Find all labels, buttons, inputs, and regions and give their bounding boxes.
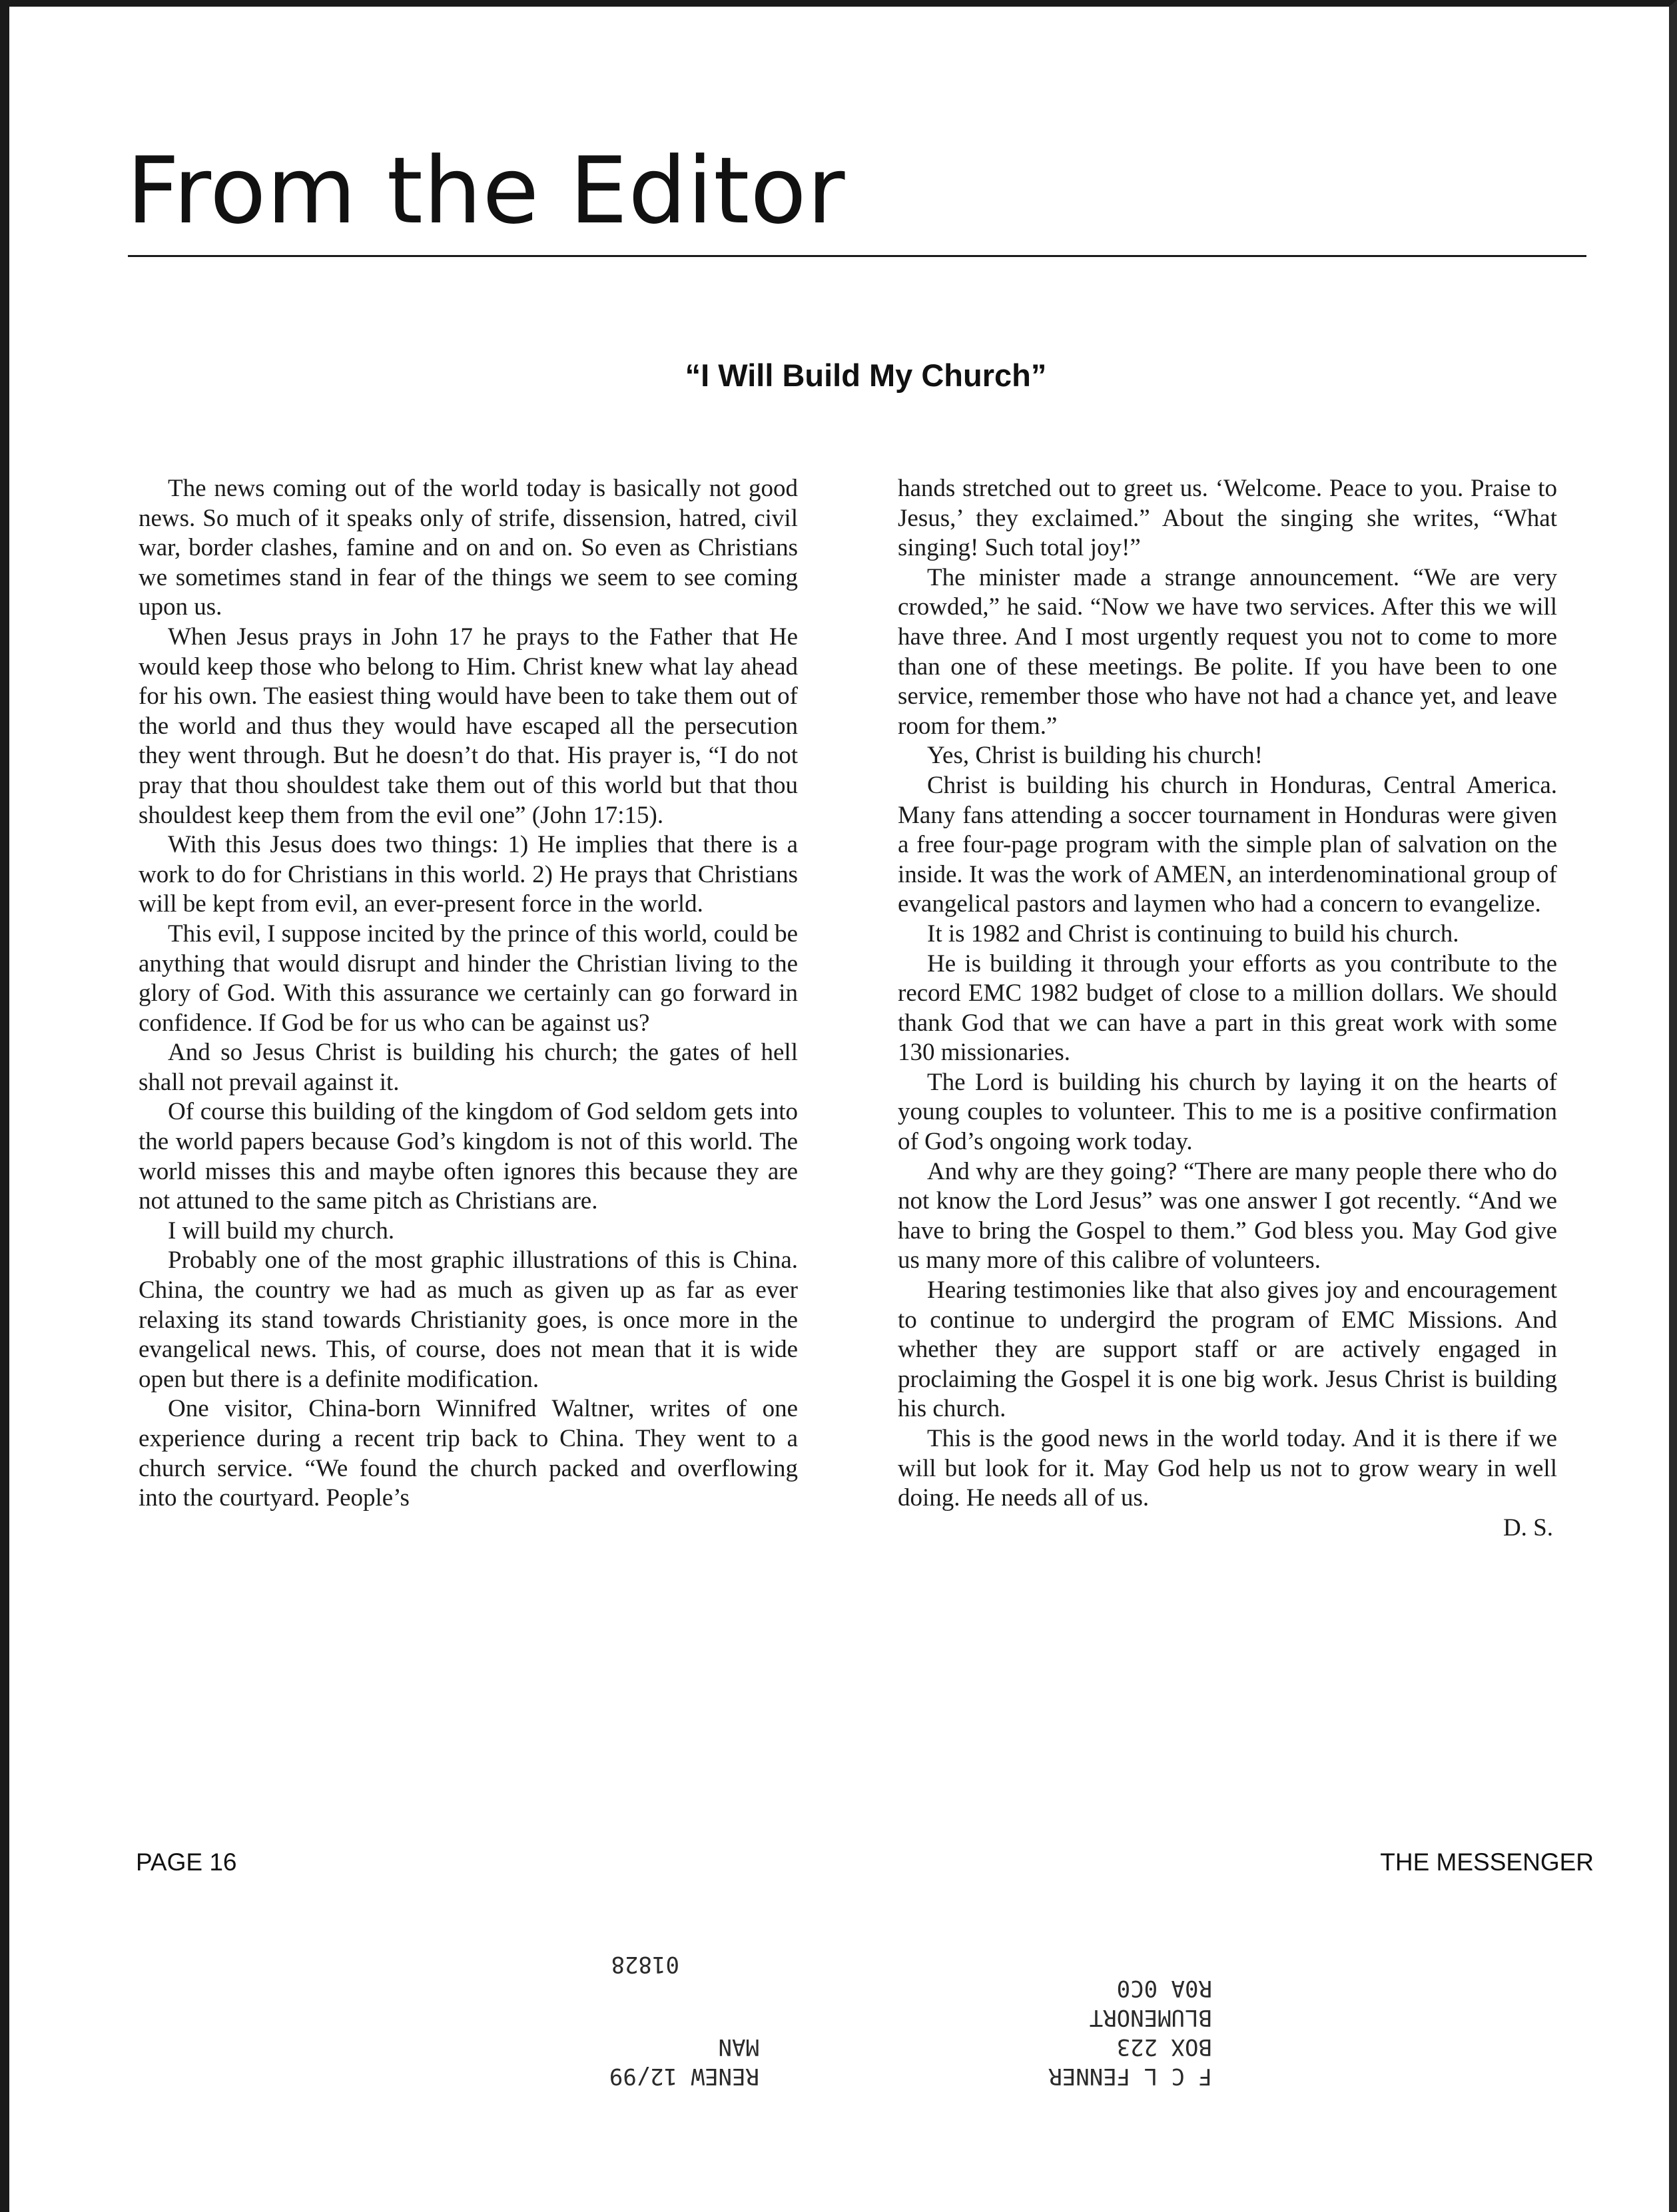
subscriber-box: BOX 223: [1116, 2034, 1212, 2060]
subscriber-code: 01828: [611, 1951, 679, 1978]
paragraph: He is building it through your efforts as you contribute to the record EMC 1982 budget of close to a million dollars. We should thank God that we can have a part in this great work with some 130 missionaries.: [898, 950, 1557, 1067]
paragraph: The minister made a strange announcement. “We are very crowded,” he said. “Now we have two services. After this we will have three. And I most urgently request you not to come to more than one of these meetings. Be polite. If you have been to one service, remember those who have not had a chance yet, and leave room for them.”: [898, 563, 1557, 740]
paragraph: This is the good news in the world today. And it is there if we will but look for it. May God help us not to grow weary in well doing. He needs all of us.: [898, 1425, 1557, 1512]
page-number: PAGE 16: [136, 1848, 237, 1876]
paragraph: hands stretched out to greet us. ‘Welcome. Peace to you. Praise to Jesus,’ they exclaimed.” About the singing she writes, “What singing! Such total joy!”: [898, 475, 1557, 562]
paragraph: The Lord is building his church by laying it on the hearts of young couples to volunteer. This to me is a positive confirmation of God’s ongoing work today.: [898, 1068, 1557, 1156]
publication-name: THE MESSENGER: [1380, 1848, 1594, 1876]
right-column: [898, 474, 1557, 1543]
paragraph: Christ is building his church in Honduras, Central America. Many fans attending a soccer tournament in Honduras were given a free four-page program with the simple plan of salvation on the inside. It was the work of AMEN, an interdenominational group of evangelical pastors and laymen who had a concern to evangelize.: [898, 771, 1557, 918]
author-signature: D. S.: [1503, 1514, 1553, 1541]
paragraph: When Jesus prays in John 17 he prays to the Father that He would keep those who belong to Him. Christ knew what lay ahead for his own. The easiest thing would have been to take them out of the world and thus they would have escaped all the persecution they went through. But he doesn’t do that. His prayer is, “I do not pray that thou shouldest take them out of this world but that thou shouldest keep them from the evil one” (John 17:15).: [139, 623, 798, 829]
paragraph: One visitor, China-born Winnifred Waltner, writes of one experience during a recent trip back to China. They went to a church service. “We found the church packed and overflowing into the courtyard. People’s: [139, 1395, 798, 1512]
paragraph: Probably one of the most graphic illustrations of this is China. China, the country we had as much as given up as far as ever relaxing its stand towards Christianity goes, is once more in the evangelical news. This, of course, does not mean that it is wide open but there is a definite modification.: [139, 1246, 798, 1393]
paragraph: And why are they going? “There are many people there who do not know the Lord Jesus” was one answer I got recently. “And we have to bring the Gospel to them.” God bless you. May God give us many more of this calibre of volunteers.: [898, 1157, 1557, 1274]
paragraph: With this Jesus does two things: 1) He implies that there is a work to do for Christians in this world. 2) He prays that Christians will be kept from evil, an ever-present force in the world.: [139, 831, 798, 918]
left-column: [139, 474, 798, 1514]
paragraph: Yes, Christ is building his church!: [927, 742, 1263, 770]
mailing-label: [373, 1918, 1265, 2097]
article-headline: “I Will Build My Church”: [685, 358, 1047, 393]
subscriber-town: BLUMENORT: [1089, 2004, 1212, 2031]
paragraph: This evil, I suppose incited by the prince of this world, could be anything that would disrupt and hinder the Christian living to the glory of God. With this assurance we certainly can go forward in confidence. If God be for us who can be against us?: [139, 920, 798, 1037]
paragraph: Of course this building of the kingdom of God seldom gets into the world papers because God’s kingdom is not of this world. The world misses this and maybe often ignores this because they are not attuned to the same pitch as Christians are.: [139, 1098, 798, 1215]
province: MAN: [718, 2034, 759, 2060]
paragraph: It is 1982 and Christ is continuing to build his church.: [927, 920, 1459, 948]
renewal-date: RENEW 12/99: [609, 2063, 759, 2089]
section-title: From the Editor: [127, 137, 846, 244]
subscriber-name: F C L FENNER: [1048, 2063, 1212, 2089]
paragraph: And so Jesus Christ is building his church; the gates of hell shall not prevail against it.: [139, 1039, 798, 1096]
paragraph: I will build my church.: [168, 1217, 395, 1244]
subscriber-address: [1048, 1974, 1212, 2091]
title-divider: [128, 255, 1586, 257]
paragraph: The news coming out of the world today is basically not good news. So much of it speaks only of strife, dissension, hatred, civil war, border clashes, famine and on and on. So even as Christians we sometimes stand in fear of the things we seem to see coming upon us.: [139, 475, 798, 621]
subscriber-postal-code: R0A 0C0: [1116, 1975, 1212, 2002]
subscription-info: [609, 2032, 759, 2091]
paragraph: Hearing testimonies like that also gives joy and encouragement to continue to undergird the program of EMC Missions. And whether they are support staff or are actively engaged in proclaiming the Gospel it is one big work. Jesus Christ is building his church.: [898, 1276, 1557, 1423]
